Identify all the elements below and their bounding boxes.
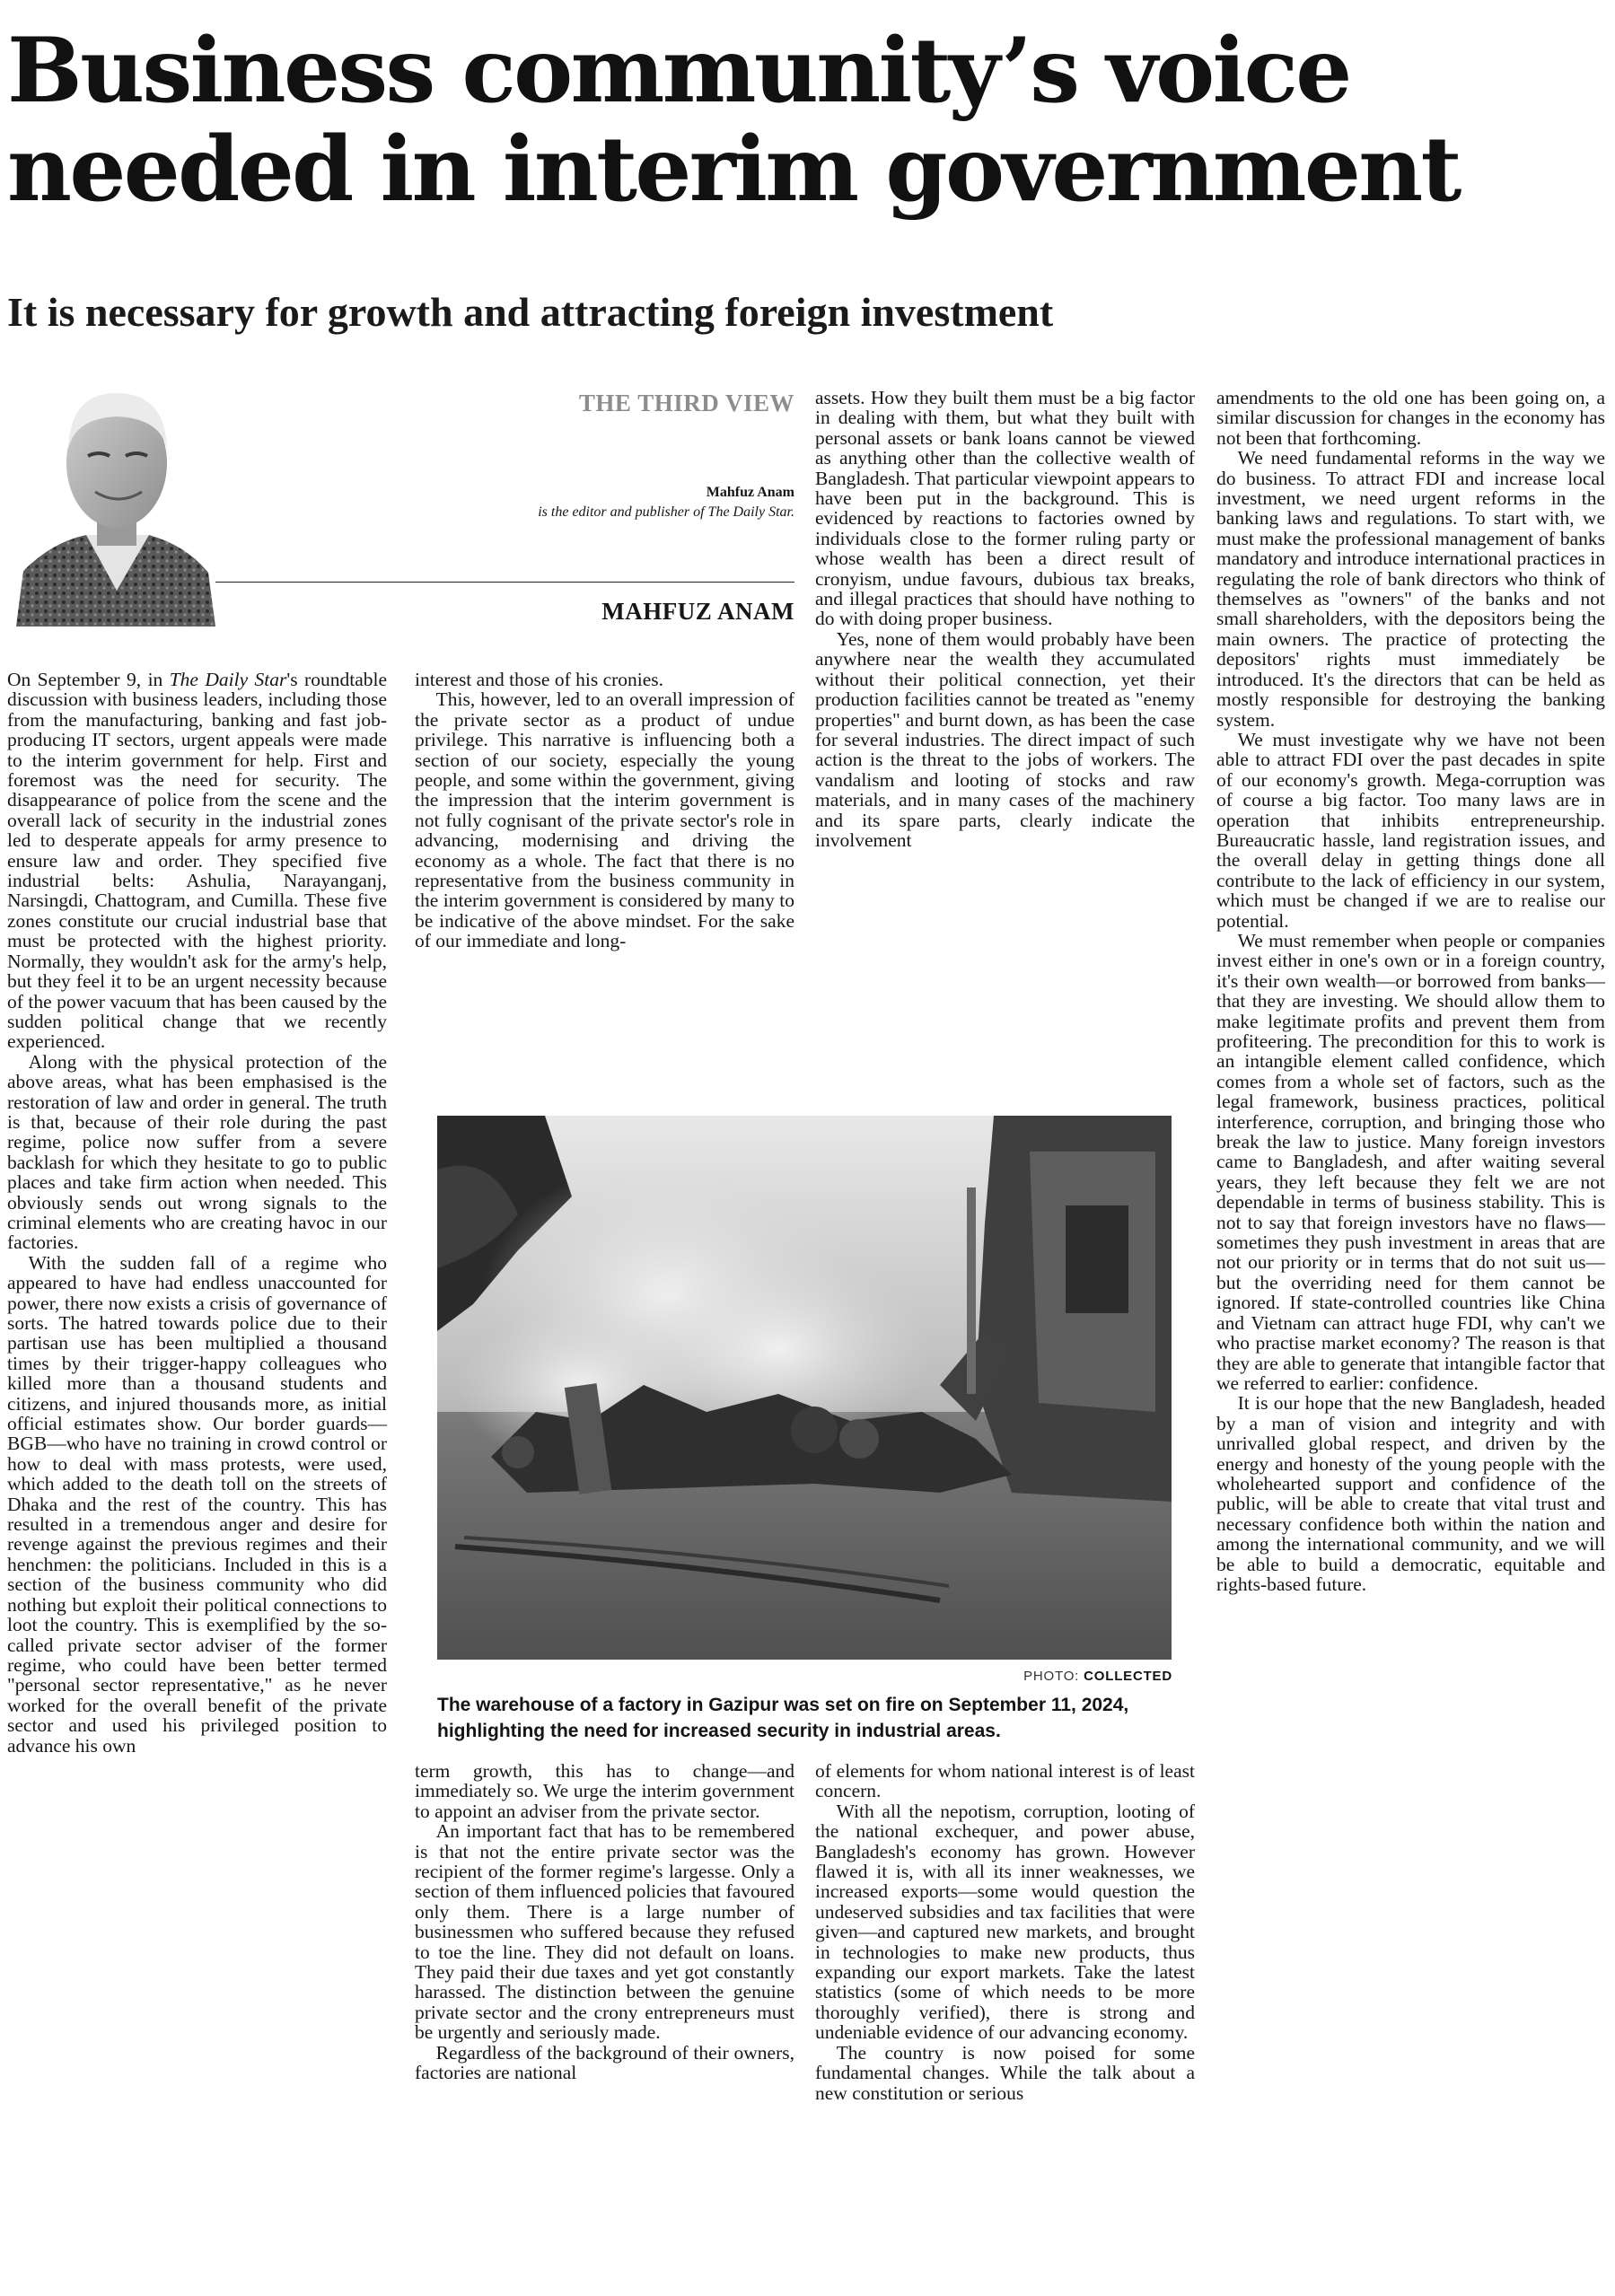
paragraph: of elements for whom national interest is of least concern.	[815, 1760, 1195, 1802]
headline-line-2: needed in interim government	[7, 118, 1460, 222]
news-photo-burnt-warehouse	[437, 1116, 1172, 1660]
author-bio-description: is the editor and publisher of The Daily Star.	[538, 504, 794, 520]
paragraph: With the sudden fall of a regime who appeared to have had endless unaccounted for power, there now exists a crisis of governance of sorts. The hatred towards police due to their partisan use has been multiplied a thousand times by their trigger-happy colleagues who killed more than a thousand students and citizens, and injured thousands more, as initial official estimates show. Our border guards—BGB—who have no training in crowd control or how to deal with mass protests, were used, which added to the death toll on the streets of Dhaka and the rest of the country. This has resulted in a tremendous anger and desire for revenge against the previous regimes and their henchmen: the politicians. Included in this is a section of the business community who did nothing but exploit their political connections to loot the country. This is exemplified by the so-called private sector adviser of the former regime, who could have been better termed "personal sector representative," as he never worked for the overall benefit of the private sector and used his privileged position to advance his own	[7, 1251, 387, 1757]
column-1	[7, 670, 387, 1756]
paragraph: Regardless of the background of their owners, factories are national	[415, 2041, 794, 2084]
paragraph: Along with the physical protection of the above areas, what has been emphasised is the restoration of law and order in general. The truth is that, because of their role during the past regime, police now suffer from a severe backlash for which they hesitate to go to public places and take firm action when needed. This obviously sends out wrong signals to the criminal elements who are creating havoc in our factories.	[7, 1050, 387, 1254]
author-bio-name: Mahfuz Anam	[706, 485, 794, 500]
paragraph: assets. How they built them must be a big factor in dealing with them, but what they built with personal assets or bank loans cannot be viewed as anything other than the collective wealth of Bangladesh. That particular viewpoint appears to have been put in the background. This is evidenced by reactions to factories owned by individuals close to the former ruling party or whose wealth has been a direct result of cronyism, undue favours, dubious tax breaks, and illegal practices that should have nothing to do with doing proper business.	[815, 387, 1195, 630]
paragraph: Yes, none of them would probably have been anywhere near the wealth they accumulated without their political connection, yet their production facilities cannot be treated as "enemy properties" and burnt down, as has been the case for several industries. The direct impact of such action is the threat to the jobs of workers. The vandalism and looting of stocks and raw materials, and in many cases of the machinery and its spare parts, clearly indicate the involvement	[815, 627, 1195, 851]
headline-line-1: Business community’s voice	[7, 19, 1350, 123]
paragraph: With all the nepotism, corruption, looting of the national exchequer, and power abuse, Bangladesh's economy has grown. However flawed it is, with all its inner weaknesses, we increased exports—some would question the undeserved subsidies and tax facilities that were given—and captured new markets, and brought in technologies to make new products, thus expanding our export markets. Take the latest statistics (some of which needs to be more thoroughly verified), there is strong and undeniable evidence of our advancing economy.	[815, 1800, 1195, 2044]
byline-divider	[215, 582, 794, 583]
section-label: THE THIRD VIEW	[578, 390, 794, 416]
author-portrait	[16, 366, 215, 627]
column-3-bottom	[815, 1761, 1195, 2103]
column-2-bottom	[415, 1761, 794, 2083]
column-3-top	[815, 388, 1195, 850]
headline	[7, 19, 1605, 222]
paragraph: On September 9, in The Daily Star's roundtable discussion with business leaders, including those from the manufacturing, banking and fast job-producing IT sectors, urgent appeals were made to the interim government for help. First and foremost was the need for security. The disappearance of police from the scene and the overall lack of security in the industrial zones led to desperate appeals for army presence to ensure law and order. They specified five industrial belts: Ashulia, Narayanganj, Narsingdi, Chattogram, and Cumilla. These five zones constitute our crucial industrial base that must be protected with the highest priority. Normally, they wouldn't ask for the army's help, but they feel it to be an urgent necessity because of the power vacuum that has been caused by the sudden political change that we recently experienced.	[7, 669, 387, 1053]
paragraph: interest and those of his cronies.	[415, 669, 664, 690]
column-2-top	[415, 670, 794, 951]
column-4	[1216, 388, 1605, 1594]
paragraph: This, however, led to an overall impression of the private sector as a product of undue privilege. This narrative is influencing both a section of our society, especially the young people, and some within the government, giving the impression that the interim government is not fully cognisant of the private sector's role in advancing, modernising and driving the economy as a whole. The fact that there is no representative from the business community in the interim government is considered by many to be indicative of the above mindset. For the sake of our immediate and long-	[415, 688, 794, 952]
photo-caption: The warehouse of a factory in Gazipur was set on fire on September 11, 2024, highlighting the need for increased security in industrial areas.	[437, 1695, 1129, 1741]
paragraph: We need fundamental reforms in the way we do business. To attract FDI and increase local investment, we need urgent reforms in the banking laws and regulations. To start with, we must make the professional management of banks mandatory and introduce international practices in regulating the role of bank directors who think of themselves as "owners" of the banks and not small shareholders, with the depositors being the main owners. The practice of protecting the depositors' rights must immediately be introduced. It's the directors that can be held as mostly responsible for destroying the banking system.	[1216, 447, 1605, 731]
paragraph: amendments to the old one has been going on, a similar discussion for changes in the economy has not been that forthcoming.	[1216, 387, 1605, 449]
paragraph: term growth, this has to change—and immediately so. We urge the interim government to appoint an adviser from the private sector.	[415, 1760, 794, 1822]
paragraph: We must remember when people or companies invest either in one's own or in a foreign country, it's their own wealth—or borrowed from banks—that they are investing. We should allow them to make legitimate profits and prevent them from profiteering. The precondition for this to work is an intangible element called confidence, which comes from a whole set of factors, such as the legal framework, business practices, political interference, corruption, and bringing those who break the law to justice. Many foreign investors came to Bangladesh, and after waiting several years, they left because they felt we are not dependable in terms of business stability. This is not to say that foreign investors have no flaws—sometimes they push investment in areas that are not our priority or in terms that do not suit us—but the overriding need for them cannot be ignored. If state-controlled countries like China and Vietnam can attract huge FDI, why can't we who practise market economy? The reason is that they are able to generate that intangible factor that we referred to earlier: confidence.	[1216, 929, 1605, 1394]
paragraph: The country is now poised for some fundamental changes. While the talk about a new constitution or serious	[815, 2041, 1195, 2104]
byline: MAHFUZ ANAM	[601, 598, 794, 625]
publication-name: The Daily Star	[169, 669, 287, 690]
subheadline: It is necessary for growth and attracting foreign investment	[7, 289, 1054, 335]
paragraph: An important fact that has to be remembered is that not the entire private sector was the recipient of the former regime's largesse. Only a section of them influenced policies that favoured only them. There is a large number of businessmen who suffered because they refused to toe the line. They did not default on loans. They paid their due taxes and yet got constantly harassed. The distinction between the genuine private sector and the crony entrepreneurs must be urgently and seriously made.	[415, 1820, 794, 2044]
paragraph: It is our hope that the new Bangladesh, headed by a man of vision and integrity and with unrivalled global respect, and driven by the energy and honesty of the young people with the wholehearted support and confidence of the public, will be able to create that vital trust and necessary confidence both within the nation and among the international community, and we will be able to build a democratic, equitable and rights-based future.	[1216, 1392, 1605, 1595]
photo-credit: PHOTO: COLLECTED	[1023, 1669, 1172, 1684]
paragraph: We must investigate why we have not been able to attract FDI over the past decades in spite of our economy's growth. Mega-corruption was of course a big factor. Too many laws are in operation that inhibits entrepreneurship. Bureaucratic hassle, land registration issues, and the overall delay in getting things done all contribute to the lack of efficiency in our system, which must be changed if we are to realise our potential.	[1216, 728, 1605, 932]
